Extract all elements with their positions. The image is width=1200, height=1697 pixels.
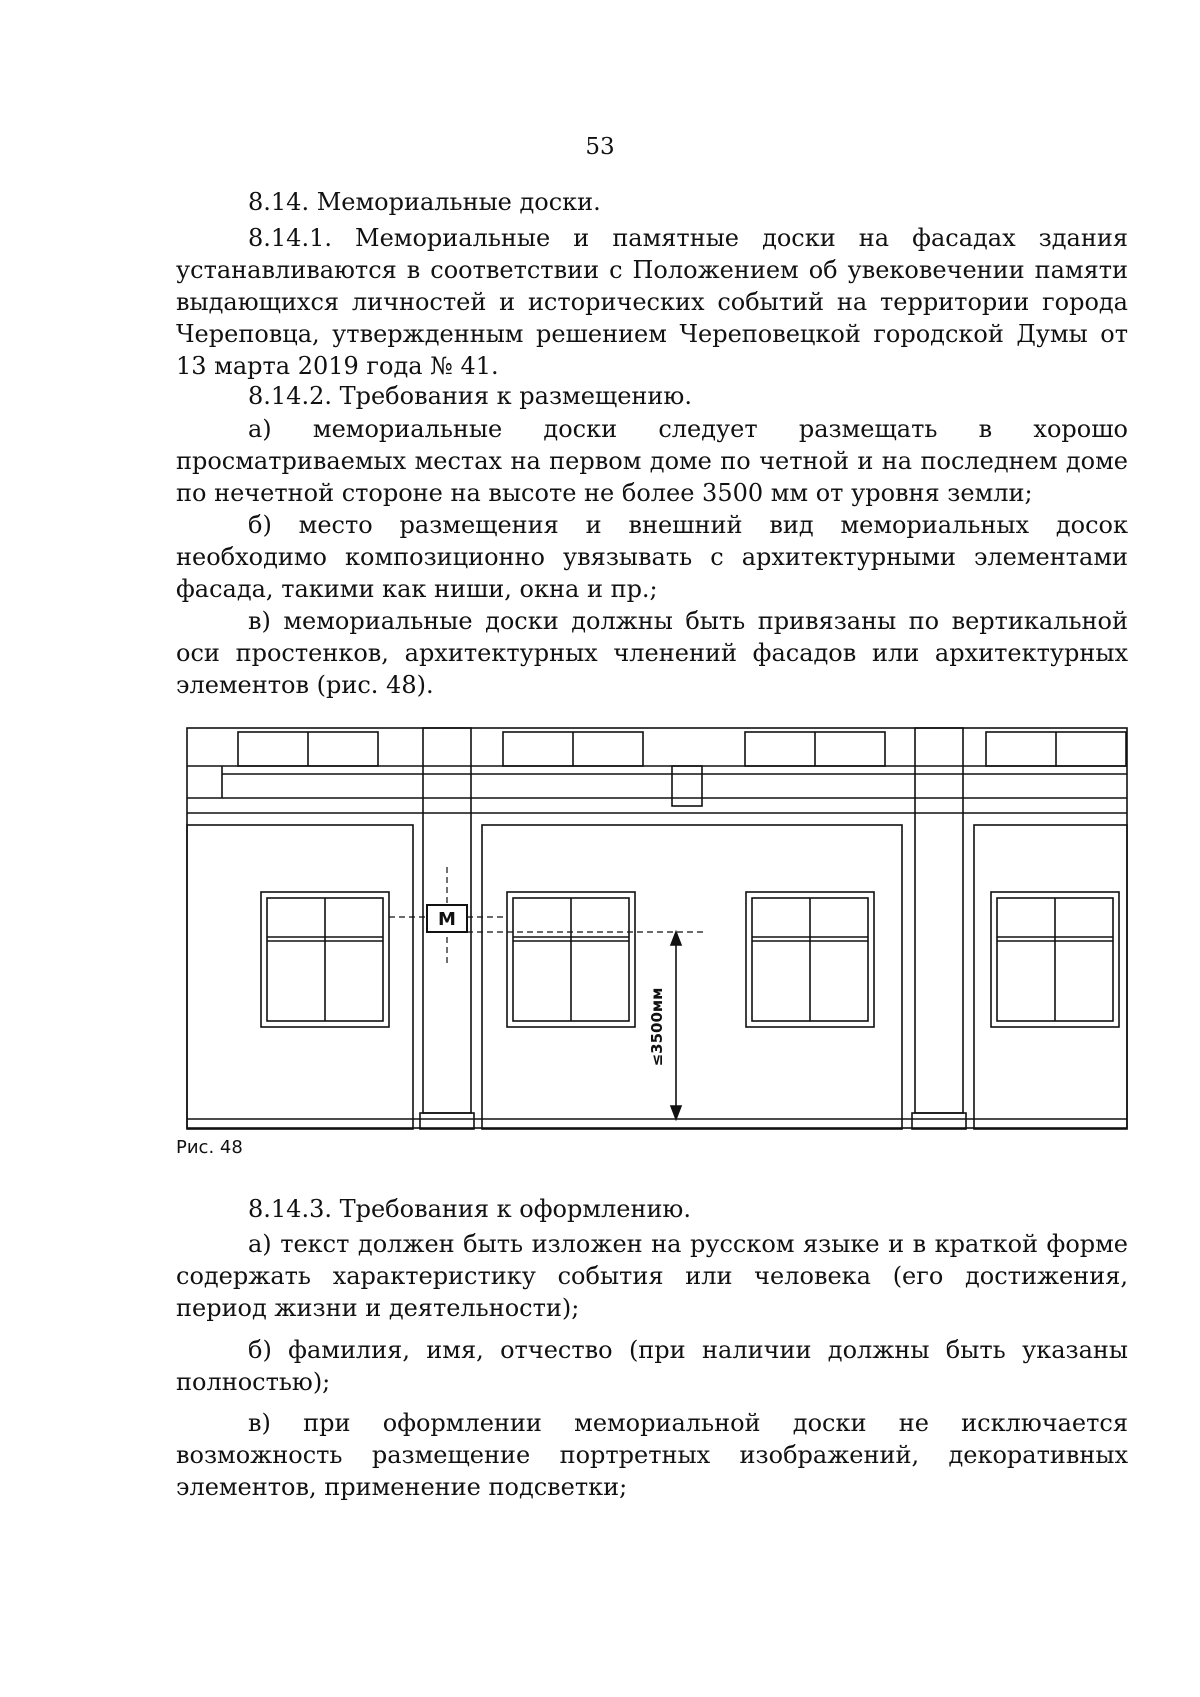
dimension-arrow	[671, 932, 681, 1119]
windows	[261, 892, 1119, 1027]
plaque-letter: М	[438, 909, 456, 930]
subsection-heading-design: 8.14.3. Требования к оформлению.	[248, 1195, 691, 1223]
section-heading: 8.14. Мемориальные доски.	[248, 188, 601, 216]
paragraph-design-a: а) текст должен быть изложен на русском языке и в краткой форме содержать характеристику события или человека (его достижения, период жизни и деятельности);	[176, 1230, 1128, 1322]
paragraph-placement-b: б) место размещения и внешний вид мемориальных досок необходимо композиционно увязывать с архитектурными элементами фасада, такими как ниши, окна и пр.;	[176, 511, 1128, 603]
paragraph-placement-a: а) мемориальные доски следует размещать в хорошо просматриваемых местах на первом доме по четной и на последнем доме по нечетной стороне на высоте не более 3500 мм от уровня земли;	[176, 415, 1128, 507]
facade-drawing	[186, 727, 1128, 1137]
subsection-heading-placement: 8.14.2. Требования к размещению.	[248, 382, 692, 410]
dimension-label: ≤3500мм	[648, 987, 666, 1067]
paragraph-8-14-1: 8.14.1. Мемориальные и памятные доски на фасадах здания устанавливаются в соответствии с Положением об увековечении памяти выдающихся личностей и исторических событий на территории города Череповца, утвержденным решением Череповецкой городской Думы от 13 марта 2019 года № 41.	[176, 224, 1128, 380]
page-number: 53	[585, 134, 615, 160]
figure-caption: Рис. 48	[176, 1137, 243, 1158]
paragraph-design-b: б) фамилия, имя, отчество (при наличии должны быть указаны полностью);	[176, 1336, 1128, 1396]
paragraph-design-v: в) при оформлении мемориальной доски не исключается возможность размещение портретных изображений, декоративных элементов, применение подсветки;	[176, 1409, 1128, 1501]
paragraph-placement-v: в) мемориальные доски должны быть привязаны по вертикальной оси простенков, архитектурных членений фасадов или архитектурных элементов (рис. 48).	[176, 607, 1128, 699]
